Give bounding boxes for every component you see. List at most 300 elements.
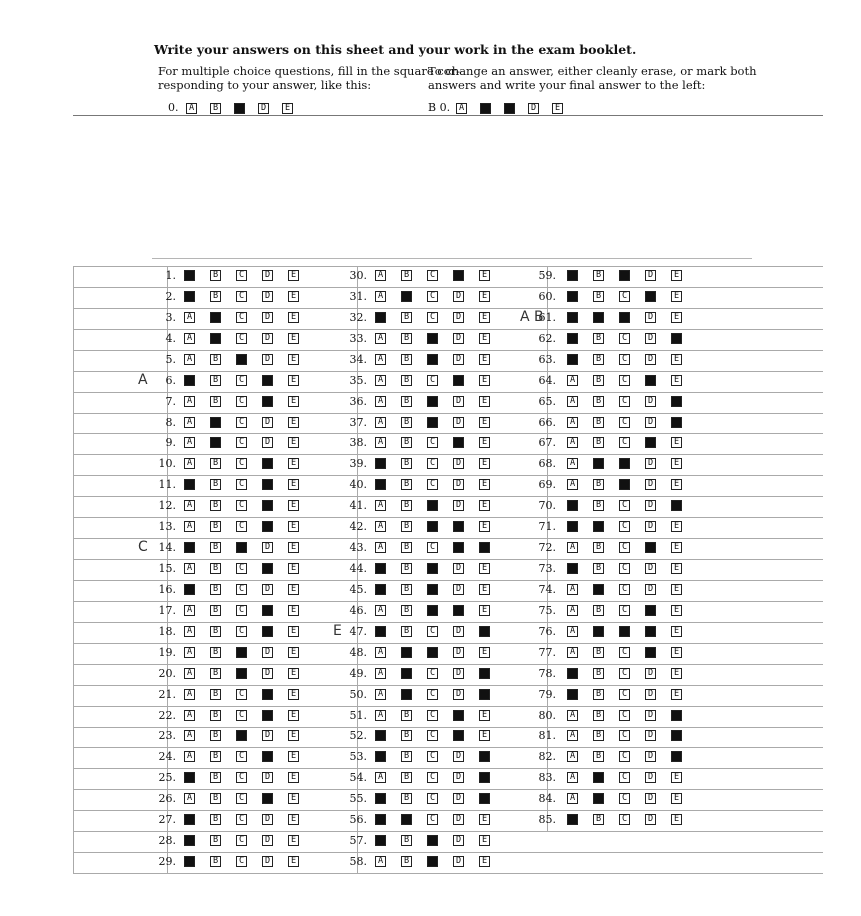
bubble-a[interactable] — [567, 312, 578, 323]
bubble-d[interactable] — [453, 270, 464, 281]
bubble-a[interactable]: A — [567, 605, 578, 616]
bubble-c[interactable]: C — [619, 417, 630, 428]
bubble-a[interactable]: A — [567, 751, 578, 762]
bubble-d[interactable]: D — [453, 312, 464, 323]
bubble-b[interactable]: B — [401, 458, 412, 469]
bubble-c[interactable]: C — [236, 458, 247, 469]
bubble-b[interactable]: B — [210, 458, 221, 469]
bubble-d[interactable] — [262, 500, 273, 511]
bubble-a[interactable] — [375, 835, 386, 846]
bubble-a[interactable]: A — [184, 563, 195, 574]
bubble-e[interactable]: E — [671, 772, 682, 783]
bubble-e[interactable] — [479, 689, 490, 700]
bubble-c[interactable]: C — [619, 772, 630, 783]
bubble-a[interactable]: A — [184, 354, 195, 365]
bubble-e[interactable]: E — [479, 291, 490, 302]
bubble-b[interactable]: B — [401, 835, 412, 846]
bubble-b[interactable]: B — [401, 542, 412, 553]
bubble-b[interactable]: B — [210, 689, 221, 700]
bubble-d[interactable]: D — [453, 563, 464, 574]
bubble-a[interactable]: A — [375, 417, 386, 428]
bubble-c[interactable]: C — [236, 437, 247, 448]
bubble-e[interactable]: E — [288, 437, 299, 448]
bubble-d[interactable] — [262, 375, 273, 386]
bubble-d[interactable] — [262, 793, 273, 804]
bubble-e[interactable]: E — [288, 563, 299, 574]
bubble-a[interactable]: A — [375, 772, 386, 783]
bubble-b[interactable]: B — [401, 710, 412, 721]
bubble-c[interactable]: C — [236, 479, 247, 490]
bubble-c[interactable] — [619, 458, 630, 469]
bubble-d[interactable]: D — [453, 500, 464, 511]
bubble-b[interactable]: B — [210, 291, 221, 302]
bubble-c[interactable]: C — [236, 375, 247, 386]
bubble-d[interactable]: D — [262, 417, 273, 428]
bubble-b[interactable]: B — [401, 584, 412, 595]
bubble-b[interactable]: B — [401, 730, 412, 741]
bubble-a[interactable]: A — [184, 312, 195, 323]
bubble-c[interactable] — [427, 647, 438, 658]
bubble-d[interactable]: D — [645, 730, 656, 741]
bubble-e[interactable]: E — [479, 563, 490, 574]
bubble-e[interactable]: E — [288, 647, 299, 658]
bubble-c[interactable] — [236, 354, 247, 365]
bubble-a[interactable]: A — [184, 793, 195, 804]
bubble-d[interactable]: D — [645, 689, 656, 700]
bubble-d[interactable]: D — [262, 542, 273, 553]
bubble-a[interactable]: A — [567, 542, 578, 553]
bubble-e[interactable]: E — [288, 500, 299, 511]
bubble-e[interactable]: E — [479, 856, 490, 867]
bubble-a[interactable] — [375, 584, 386, 595]
bubble-d[interactable]: D — [262, 730, 273, 741]
bubble-c[interactable] — [236, 542, 247, 553]
bubble-b[interactable]: B — [401, 396, 412, 407]
bubble-b[interactable] — [401, 814, 412, 825]
bubble-e[interactable]: E — [288, 333, 299, 344]
bubble-a[interactable]: A — [567, 793, 578, 804]
bubble-b[interactable]: B — [401, 751, 412, 762]
bubble-b[interactable]: B — [593, 291, 604, 302]
bubble-e[interactable]: E — [671, 437, 682, 448]
bubble-d[interactable]: D — [453, 417, 464, 428]
bubble-c[interactable]: C — [427, 291, 438, 302]
bubble-c[interactable]: C — [427, 437, 438, 448]
bubble-c[interactable]: C — [236, 835, 247, 846]
bubble-d[interactable]: D — [453, 689, 464, 700]
bubble-b[interactable]: B — [401, 333, 412, 344]
bubble-a[interactable] — [567, 333, 578, 344]
bubble-a[interactable] — [567, 814, 578, 825]
bubble-b[interactable]: B — [210, 396, 221, 407]
bubble-d[interactable] — [262, 563, 273, 574]
bubble-d[interactable] — [453, 710, 464, 721]
bubble-c[interactable]: C — [619, 647, 630, 658]
bubble-d[interactable]: D — [262, 835, 273, 846]
bubble-d[interactable]: D — [453, 856, 464, 867]
bubble-b[interactable] — [593, 521, 604, 532]
bubble-e[interactable]: E — [479, 647, 490, 658]
bubble-c[interactable]: C — [236, 333, 247, 344]
bubble-b[interactable]: B — [593, 751, 604, 762]
bubble-c[interactable]: C — [427, 626, 438, 637]
bubble-e[interactable]: E — [479, 500, 490, 511]
bubble-a[interactable]: A — [375, 270, 386, 281]
bubble-d[interactable]: D — [645, 751, 656, 762]
bubble-d[interactable]: D — [453, 333, 464, 344]
bubble-c[interactable]: C — [236, 856, 247, 867]
bubble-b[interactable]: B — [593, 689, 604, 700]
bubble-c[interactable] — [619, 626, 630, 637]
bubble-b[interactable]: B — [401, 626, 412, 637]
bubble-a[interactable] — [184, 835, 195, 846]
bubble-a[interactable] — [184, 814, 195, 825]
bubble-d[interactable]: D — [453, 668, 464, 679]
bubble-e[interactable]: E — [479, 437, 490, 448]
bubble-e[interactable] — [671, 417, 682, 428]
bubble-d[interactable] — [262, 396, 273, 407]
bubble-c[interactable] — [427, 354, 438, 365]
bubble-c[interactable] — [427, 417, 438, 428]
bubble-b[interactable]: B — [210, 500, 221, 511]
bubble-d[interactable] — [453, 605, 464, 616]
bubble-a[interactable] — [567, 521, 578, 532]
bubble-e[interactable]: E — [288, 668, 299, 679]
bubble-b[interactable]: B — [210, 605, 221, 616]
bubble-d[interactable]: D — [453, 793, 464, 804]
bubble-a[interactable]: A — [567, 710, 578, 721]
bubble-b[interactable]: B — [593, 814, 604, 825]
bubble-e[interactable]: E — [671, 626, 682, 637]
bubble-e[interactable]: E — [288, 689, 299, 700]
bubble-a[interactable] — [184, 270, 195, 281]
bubble-e[interactable]: E — [479, 354, 490, 365]
bubble-d[interactable] — [453, 375, 464, 386]
bubble-a[interactable]: A — [184, 647, 195, 658]
bubble-b[interactable]: B — [210, 647, 221, 658]
bubble-d[interactable] — [645, 647, 656, 658]
bubble-a[interactable]: A — [567, 626, 578, 637]
bubble-e[interactable] — [671, 730, 682, 741]
bubble-b[interactable]: B — [593, 479, 604, 490]
bubble-b[interactable]: B — [210, 479, 221, 490]
bubble-d[interactable]: D — [262, 437, 273, 448]
bubble-a[interactable] — [567, 563, 578, 574]
bubble-a[interactable] — [184, 291, 195, 302]
bubble-a[interactable]: A — [567, 417, 578, 428]
bubble-c[interactable]: C — [619, 605, 630, 616]
bubble-b[interactable]: B — [593, 730, 604, 741]
bubble-d[interactable]: D — [262, 856, 273, 867]
bubble-b[interactable]: B — [210, 270, 221, 281]
bubble-b[interactable] — [593, 626, 604, 637]
bubble-d[interactable] — [262, 521, 273, 532]
bubble-a[interactable]: A — [567, 479, 578, 490]
bubble-c[interactable]: C — [236, 291, 247, 302]
bubble-d[interactable] — [645, 626, 656, 637]
bubble-d[interactable]: D — [453, 835, 464, 846]
bubble-b[interactable]: B — [401, 375, 412, 386]
bubble-b[interactable] — [401, 647, 412, 658]
bubble-b[interactable] — [593, 584, 604, 595]
bubble-c[interactable]: C — [427, 710, 438, 721]
bubble-d[interactable]: D — [645, 772, 656, 783]
bubble-a[interactable]: A — [375, 647, 386, 658]
bubble-b[interactable] — [401, 291, 412, 302]
bubble-c[interactable] — [619, 270, 630, 281]
bubble-d[interactable]: D — [453, 626, 464, 637]
bubble-d[interactable]: D — [645, 668, 656, 679]
bubble-d[interactable]: D — [645, 479, 656, 490]
bubble-e[interactable]: E — [288, 605, 299, 616]
bubble-d[interactable] — [262, 751, 273, 762]
bubble-b[interactable]: B — [593, 375, 604, 386]
bubble-e[interactable]: E — [288, 814, 299, 825]
bubble-d[interactable]: D — [453, 814, 464, 825]
bubble-e[interactable]: E — [479, 730, 490, 741]
bubble-e[interactable]: E — [288, 710, 299, 721]
bubble-e[interactable]: E — [288, 396, 299, 407]
bubble-e[interactable]: E — [671, 291, 682, 302]
bubble-b[interactable]: B — [593, 333, 604, 344]
bubble-d[interactable] — [645, 605, 656, 616]
bubble-d[interactable]: D — [453, 772, 464, 783]
bubble-c[interactable]: C — [619, 333, 630, 344]
bubble-a[interactable] — [375, 751, 386, 762]
bubble-e[interactable]: E — [288, 835, 299, 846]
bubble-d[interactable]: D — [262, 312, 273, 323]
bubble-d[interactable] — [262, 626, 273, 637]
bubble-e[interactable]: E — [671, 814, 682, 825]
bubble-c[interactable]: C — [236, 710, 247, 721]
bubble-b[interactable]: B — [593, 563, 604, 574]
bubble-d[interactable] — [645, 542, 656, 553]
bubble-a[interactable]: A — [375, 354, 386, 365]
bubble-e[interactable]: E — [479, 814, 490, 825]
bubble-c[interactable]: C — [427, 730, 438, 741]
bubble-d[interactable]: D — [645, 270, 656, 281]
bubble-b[interactable] — [593, 458, 604, 469]
bubble-b[interactable]: B — [210, 521, 221, 532]
bubble-a[interactable]: A — [184, 458, 195, 469]
bubble-a[interactable] — [375, 730, 386, 741]
bubble-c[interactable]: C — [427, 458, 438, 469]
bubble-e[interactable]: E — [479, 333, 490, 344]
bubble-c[interactable]: C — [236, 772, 247, 783]
bubble-a[interactable]: A — [184, 605, 195, 616]
bubble-d[interactable] — [262, 458, 273, 469]
bubble-a[interactable] — [184, 542, 195, 553]
bubble-d[interactable]: D — [645, 814, 656, 825]
bubble-c[interactable]: C — [236, 417, 247, 428]
bubble-a[interactable]: A — [184, 521, 195, 532]
bubble-c[interactable]: C — [619, 751, 630, 762]
bubble-d[interactable]: D — [262, 814, 273, 825]
bubble-e[interactable]: E — [288, 542, 299, 553]
bubble-e[interactable] — [479, 793, 490, 804]
bubble-a[interactable]: A — [375, 437, 386, 448]
bubble-e[interactable]: E — [479, 605, 490, 616]
bubble-d[interactable]: D — [262, 772, 273, 783]
bubble-c[interactable]: C — [619, 375, 630, 386]
bubble-c[interactable]: C — [236, 689, 247, 700]
bubble-a[interactable]: A — [567, 458, 578, 469]
bubble-e[interactable] — [479, 542, 490, 553]
bubble-b[interactable]: B — [210, 375, 221, 386]
bubble-d[interactable] — [645, 375, 656, 386]
bubble-b[interactable]: B — [401, 500, 412, 511]
bubble-c[interactable]: C — [619, 437, 630, 448]
bubble-e[interactable]: E — [288, 584, 299, 595]
bubble-e[interactable]: E — [479, 458, 490, 469]
bubble-c[interactable]: C — [619, 730, 630, 741]
bubble-a[interactable]: A — [184, 689, 195, 700]
bubble-a[interactable]: A — [184, 437, 195, 448]
bubble-d[interactable]: D — [453, 647, 464, 658]
bubble-b[interactable] — [401, 668, 412, 679]
bubble-c[interactable]: C — [236, 626, 247, 637]
bubble-d[interactable]: D — [262, 291, 273, 302]
bubble-c[interactable] — [427, 584, 438, 595]
bubble-a[interactable]: A — [567, 396, 578, 407]
bubble-c[interactable]: C — [619, 668, 630, 679]
bubble-c[interactable] — [427, 521, 438, 532]
bubble-a[interactable]: A — [184, 500, 195, 511]
bubble-c[interactable]: C — [236, 814, 247, 825]
bubble-a[interactable] — [375, 479, 386, 490]
bubble-c[interactable]: C — [236, 396, 247, 407]
bubble-a[interactable]: A — [184, 751, 195, 762]
bubble-a[interactable]: A — [184, 668, 195, 679]
bubble-e[interactable]: E — [479, 417, 490, 428]
bubble-a[interactable] — [375, 458, 386, 469]
bubble-d[interactable]: D — [453, 458, 464, 469]
bubble-e[interactable]: E — [479, 375, 490, 386]
bubble-a[interactable]: A — [375, 689, 386, 700]
bubble-d[interactable]: D — [453, 354, 464, 365]
bubble-e[interactable] — [671, 333, 682, 344]
bubble-c[interactable]: C — [619, 689, 630, 700]
bubble-e[interactable]: E — [288, 856, 299, 867]
bubble-b[interactable] — [593, 312, 604, 323]
bubble-c[interactable]: C — [236, 584, 247, 595]
bubble-c[interactable]: C — [236, 793, 247, 804]
bubble-b[interactable]: B — [593, 417, 604, 428]
bubble-c[interactable] — [236, 730, 247, 741]
bubble-e[interactable]: E — [288, 312, 299, 323]
bubble-d[interactable]: D — [645, 458, 656, 469]
bubble-e[interactable]: E — [479, 270, 490, 281]
bubble-c[interactable]: C — [619, 396, 630, 407]
bubble-d[interactable]: D — [645, 354, 656, 365]
bubble-a[interactable]: A — [184, 396, 195, 407]
bubble-a[interactable] — [375, 312, 386, 323]
bubble-c[interactable]: C — [619, 793, 630, 804]
bubble-d[interactable]: D — [645, 333, 656, 344]
bubble-c[interactable]: C — [427, 375, 438, 386]
bubble-e[interactable]: E — [288, 751, 299, 762]
bubble-b[interactable]: B — [210, 710, 221, 721]
bubble-e[interactable]: E — [288, 521, 299, 532]
bubble-a[interactable]: A — [375, 291, 386, 302]
bubble-b[interactable]: B — [593, 270, 604, 281]
bubble-b[interactable]: B — [210, 730, 221, 741]
bubble-b[interactable]: B — [210, 563, 221, 574]
bubble-e[interactable]: E — [479, 710, 490, 721]
bubble-a[interactable]: A — [375, 396, 386, 407]
bubble-d[interactable]: D — [453, 291, 464, 302]
bubble-c[interactable]: C — [236, 270, 247, 281]
bubble-d[interactable]: D — [262, 333, 273, 344]
bubble-b[interactable]: B — [593, 354, 604, 365]
bubble-e[interactable] — [479, 668, 490, 679]
bubble-a[interactable]: A — [184, 710, 195, 721]
bubble-c[interactable]: C — [619, 521, 630, 532]
bubble-c[interactable]: C — [619, 500, 630, 511]
bubble-e[interactable]: E — [671, 563, 682, 574]
bubble-e[interactable] — [671, 751, 682, 762]
bubble-a[interactable] — [184, 856, 195, 867]
bubble-e[interactable]: E — [671, 354, 682, 365]
bubble-b[interactable]: B — [401, 437, 412, 448]
bubble-b[interactable]: B — [401, 479, 412, 490]
bubble-a[interactable]: A — [375, 856, 386, 867]
bubble-e[interactable]: E — [671, 270, 682, 281]
bubble-d[interactable]: D — [645, 793, 656, 804]
bubble-a[interactable] — [375, 814, 386, 825]
bubble-d[interactable] — [262, 689, 273, 700]
bubble-b[interactable] — [593, 793, 604, 804]
bubble-c[interactable] — [427, 500, 438, 511]
bubble-e[interactable] — [671, 396, 682, 407]
bubble-a[interactable]: A — [375, 375, 386, 386]
bubble-d[interactable] — [262, 605, 273, 616]
bubble-a[interactable]: A — [567, 772, 578, 783]
bubble-d[interactable]: D — [262, 668, 273, 679]
bubble-e[interactable] — [479, 772, 490, 783]
bubble-e[interactable] — [671, 500, 682, 511]
bubble-d[interactable] — [453, 521, 464, 532]
bubble-a[interactable] — [184, 772, 195, 783]
bubble-d[interactable] — [262, 710, 273, 721]
bubble-b[interactable]: B — [210, 542, 221, 553]
bubble-e[interactable] — [479, 626, 490, 637]
bubble-a[interactable] — [184, 479, 195, 490]
bubble-b[interactable]: B — [593, 647, 604, 658]
bubble-b[interactable]: B — [210, 814, 221, 825]
bubble-c[interactable] — [427, 856, 438, 867]
bubble-e[interactable]: E — [479, 584, 490, 595]
bubble-b[interactable]: B — [210, 856, 221, 867]
bubble-b[interactable]: B — [210, 772, 221, 783]
bubble-e[interactable]: E — [671, 479, 682, 490]
bubble-c[interactable]: C — [427, 772, 438, 783]
bubble-a[interactable] — [184, 375, 195, 386]
bubble-d[interactable]: D — [645, 710, 656, 721]
bubble-a[interactable] — [567, 354, 578, 365]
bubble-d[interactable]: D — [262, 647, 273, 658]
bubble-b[interactable]: B — [401, 605, 412, 616]
bubble-c[interactable]: C — [427, 814, 438, 825]
bubble-b[interactable] — [210, 437, 221, 448]
bubble-e[interactable]: E — [671, 584, 682, 595]
bubble-e[interactable]: E — [671, 793, 682, 804]
bubble-c[interactable] — [236, 647, 247, 658]
bubble-a[interactable]: A — [375, 542, 386, 553]
bubble-e[interactable]: E — [288, 270, 299, 281]
bubble-e[interactable]: E — [288, 730, 299, 741]
bubble-d[interactable]: D — [645, 396, 656, 407]
